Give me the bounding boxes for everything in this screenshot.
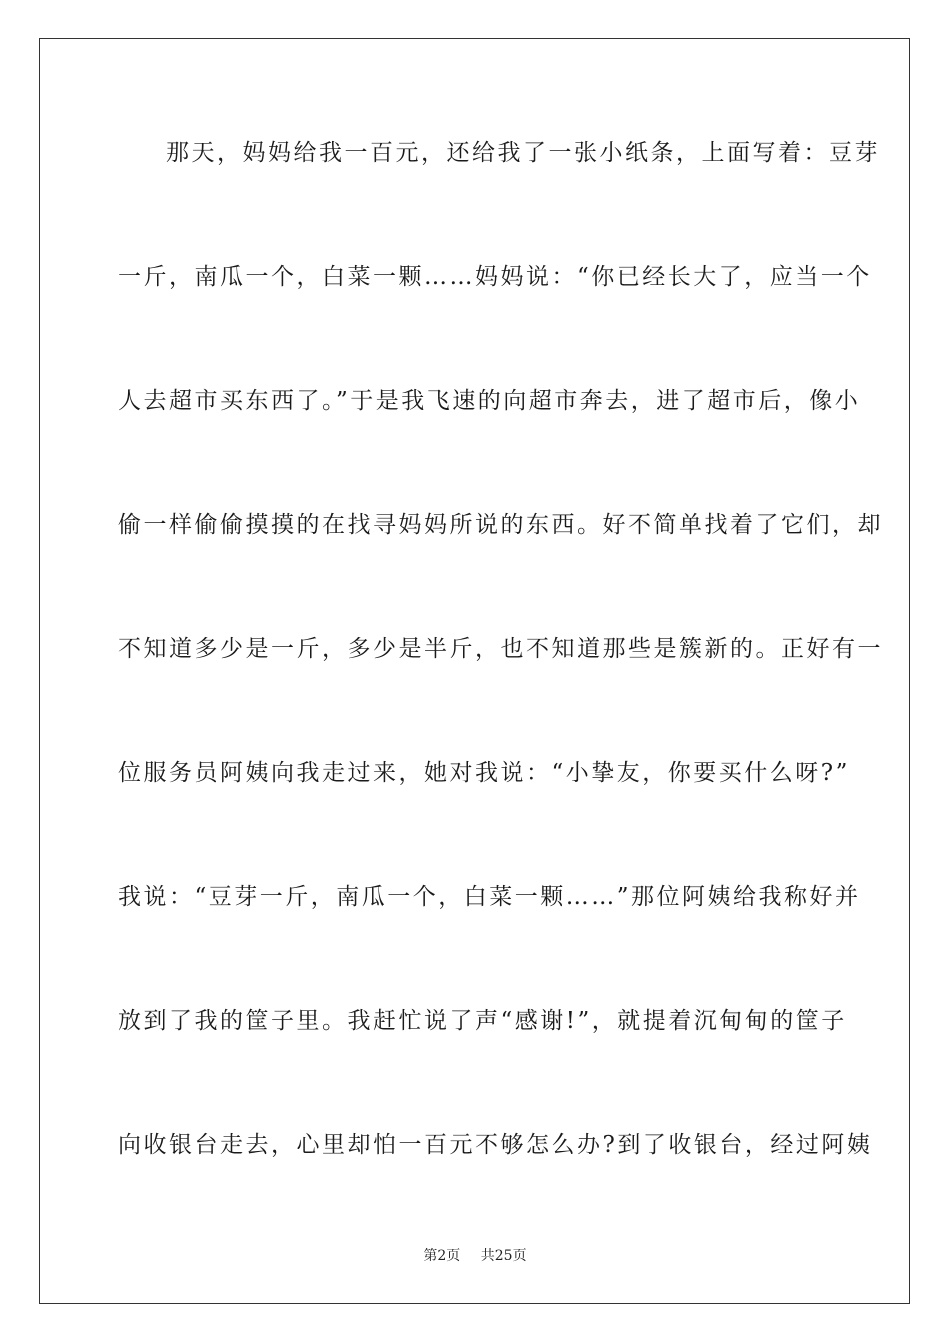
text-line: 我说：“豆芽一斤，南瓜一个，白菜一颗……”那位阿姨给我称好并 — [118, 884, 861, 910]
text-line: 那天，妈妈给我一百元，还给我了一张小纸条，上面写着：豆芽 — [166, 140, 880, 166]
page-border — [39, 38, 910, 1304]
text-line: 人去超市买东西了。”于是我飞速的向超市奔去，进了超市后，像小 — [118, 388, 861, 414]
page-number: 第2页 — [423, 1248, 461, 1264]
text-line: 放到了我的筐子里。我赶忙说了声“感谢!”，就提着沉甸甸的筐子 — [118, 1008, 847, 1034]
text-line: 位服务员阿姨向我走过来，她对我说：“小挚友，你要买什么呀?” — [118, 760, 850, 786]
text-line: 偷一样偷偷摸摸的在找寻妈妈所说的东西。好不简单找着了它们，却 — [118, 512, 883, 538]
text-line: 不知道多少是一斤，多少是半斤，也不知道那些是簇新的。正好有一 — [118, 636, 883, 662]
page-total: 共25页 — [480, 1248, 527, 1264]
text-line: 一斤，南瓜一个，白菜一颗……妈妈说：“你已经长大了，应当一个 — [118, 264, 872, 290]
page-footer — [0, 1246, 950, 1266]
text-line: 向收银台走去，心里却怕一百元不够怎么办?到了收银台，经过阿姨 — [118, 1132, 873, 1158]
